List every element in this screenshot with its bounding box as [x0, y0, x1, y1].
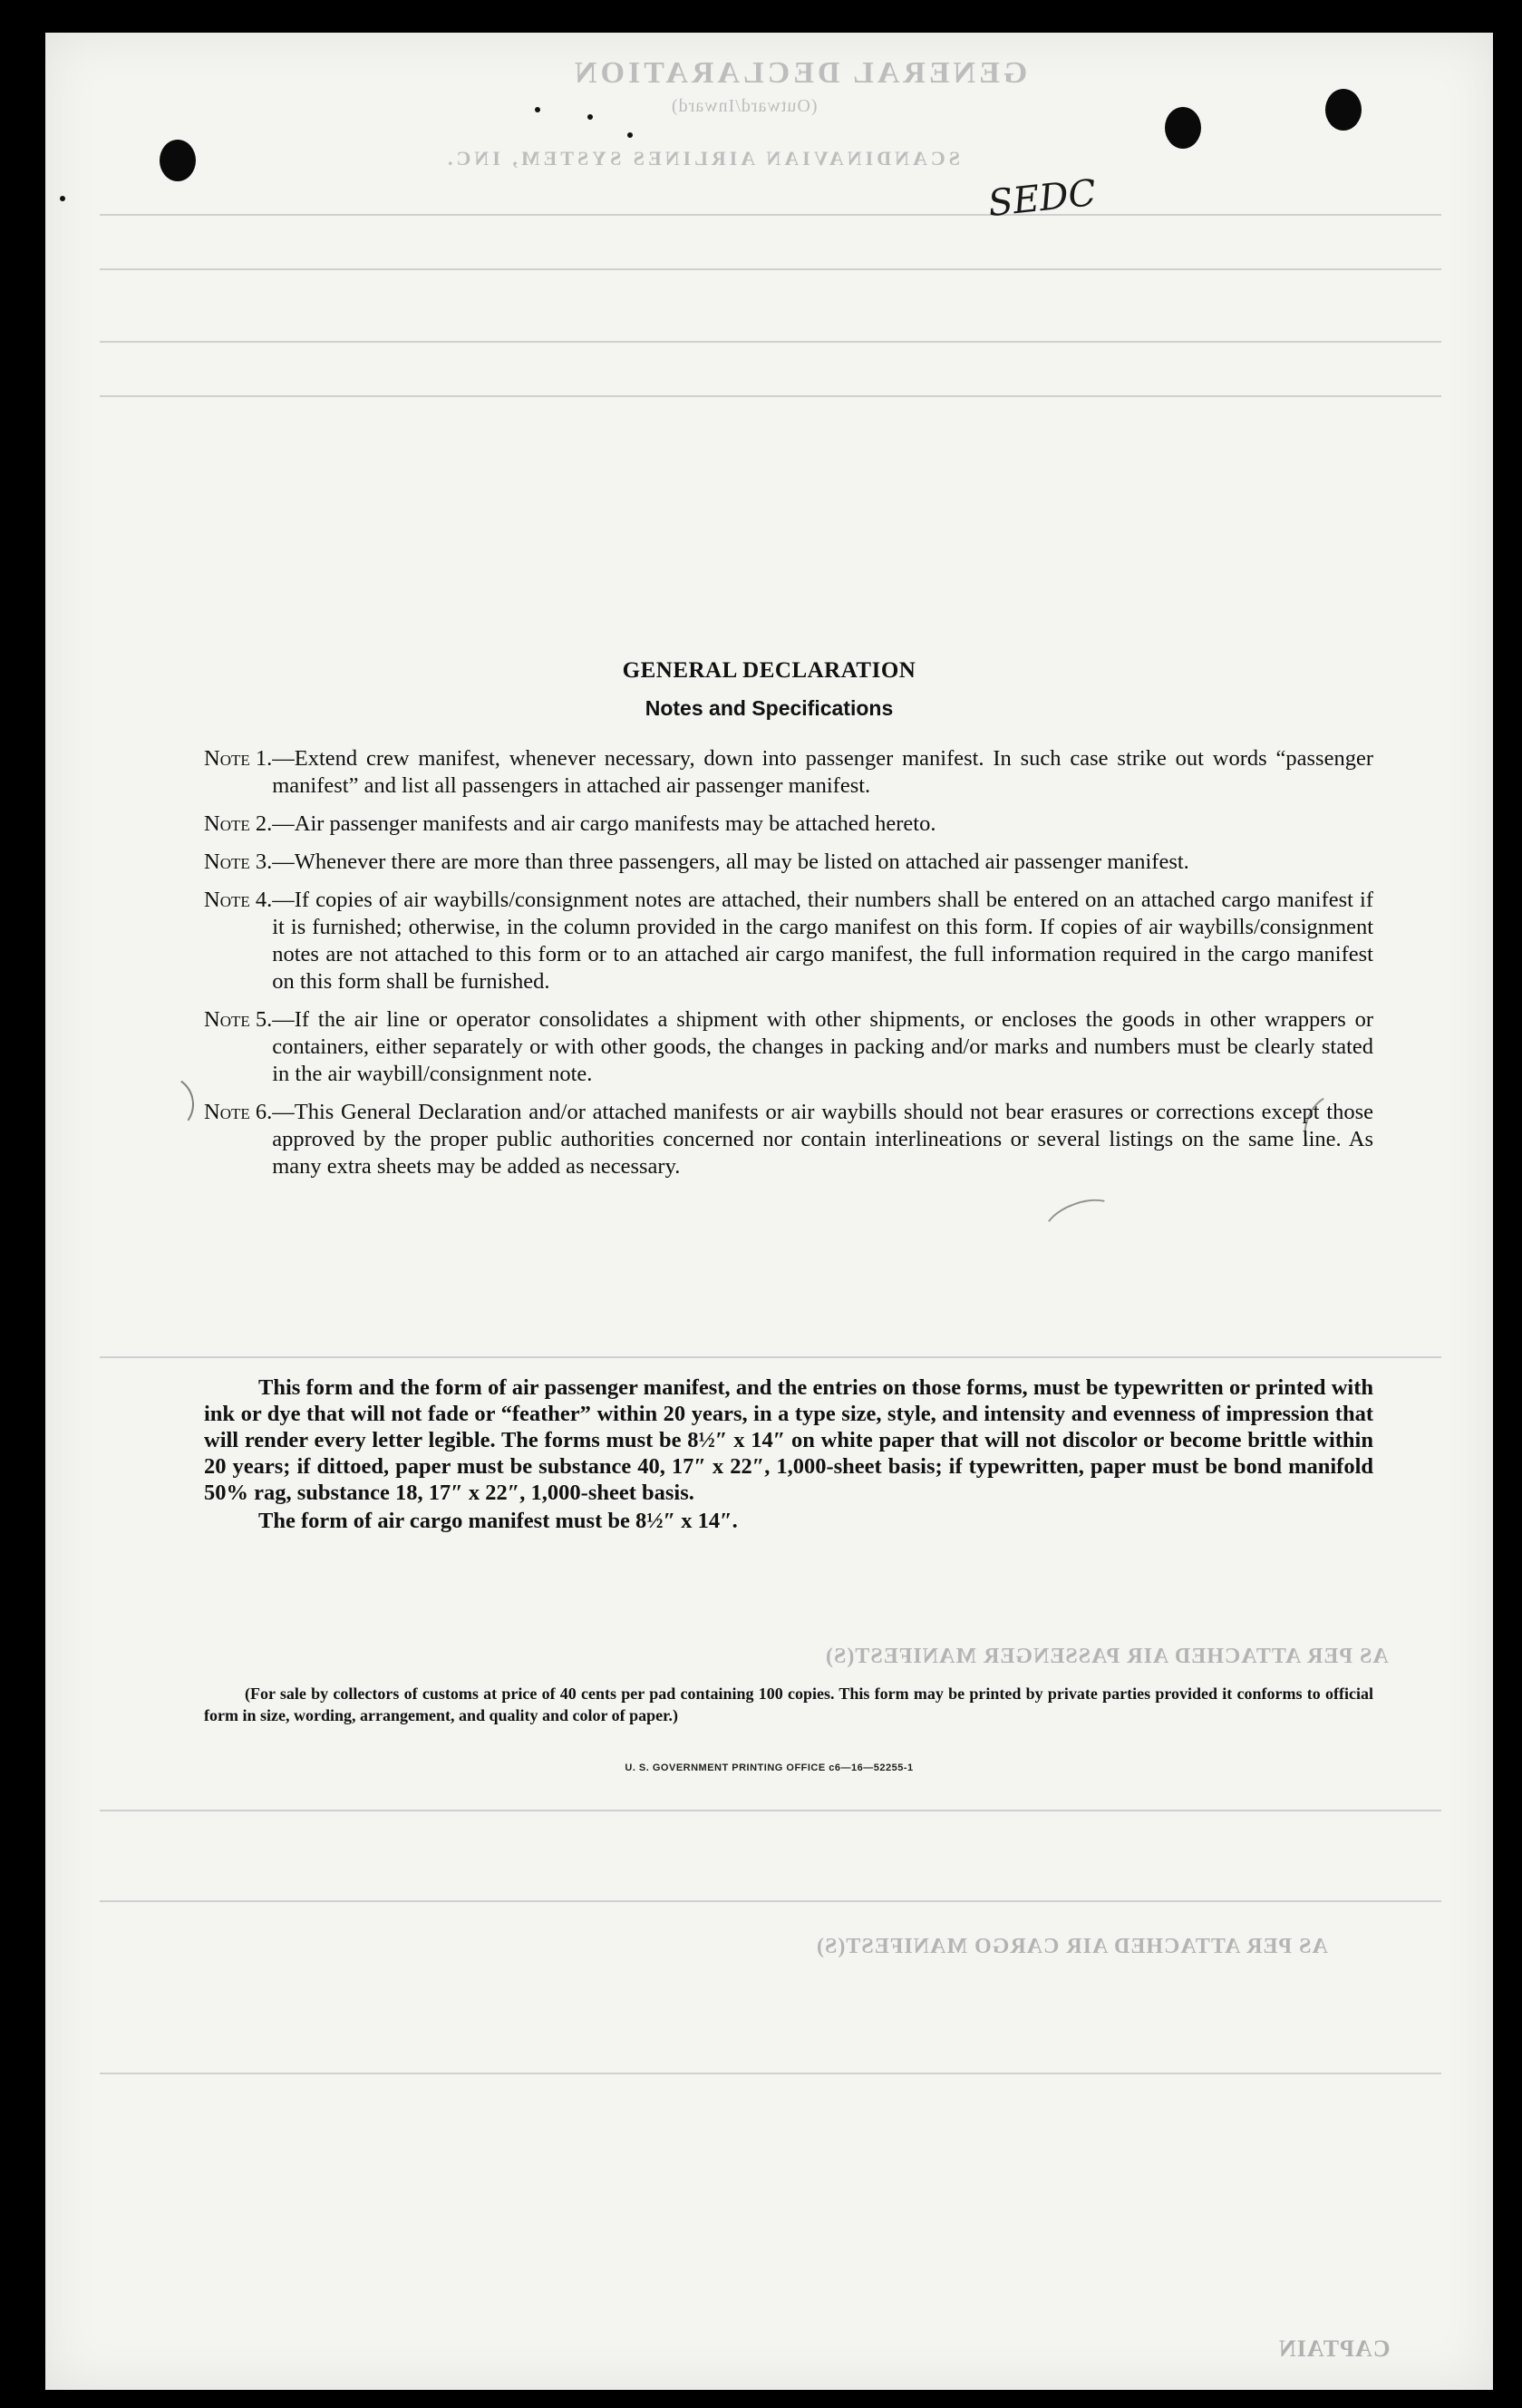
pencil-scribble: [131, 1071, 199, 1138]
show-through-rule: [100, 2073, 1441, 2074]
note-label: Note 5.: [204, 1007, 273, 1032]
note-label: Note 3.: [204, 850, 273, 874]
show-through-captain: CAPTAIN: [1278, 2335, 1391, 2362]
show-through-rule: [100, 214, 1441, 216]
note-text: —If copies of air waybills/consignment notes are attached, their numbers shall be entered on an attached cargo manifest if it is furnished; otherwise, in the column provided in the cargo manifest on this form. If copies of air waybills/consignment notes are not attached to this form or to an attached air cargo manifest, the full information required in the cargo manifest on this form shall be furnished.: [272, 888, 1373, 994]
ink-dot: [587, 114, 593, 120]
show-through-header-subtitle: (Outward/Inward): [671, 96, 818, 116]
punch-hole: [1165, 107, 1201, 149]
sale-notice: [204, 1683, 1373, 1726]
show-through-passenger-stamp: AS PER ATTACHED AIR PASSENGER MANIFEST(S): [825, 1645, 1389, 1668]
note-text: —Extend crew manifest, whenever necessary, down into passenger manifest. In such case strike out words “passenger manifest” and list all passengers in attached air passenger manifest.: [272, 746, 1373, 798]
note-item: [204, 811, 1373, 838]
note-item: [204, 745, 1373, 800]
show-through-rule: [100, 341, 1441, 343]
show-through-rule: [100, 268, 1441, 270]
note-label: Note 6.: [204, 1100, 273, 1124]
show-through-cargo-stamp: AS PER ATTACHED AIR CARGO MANIFEST(S): [816, 1935, 1328, 1958]
printer-line: U. S. GOVERNMENT PRINTING OFFICE c6—16—52255-1: [625, 1762, 914, 1773]
form-specification-paragraph: [204, 1374, 1373, 1534]
punch-hole: [1325, 89, 1362, 131]
note-text: —Whenever there are more than three passengers, all may be listed on attached air passenger manifest.: [272, 850, 1189, 874]
note-label: Note 2.: [204, 811, 273, 836]
handwritten-mark: SEDC: [985, 171, 1099, 226]
note-item: [204, 849, 1373, 876]
show-through-rule: [100, 1356, 1441, 1358]
note-text: —This General Declaration and/or attached manifests or air waybills should not bear erasures or corrections except those approved by the proper public authorities concerned nor contain interlineations or several listings on the same line. As many extra sheets may be added as necessary.: [272, 1100, 1373, 1179]
note-item: [204, 1099, 1373, 1180]
note-item: [204, 1006, 1373, 1088]
note-item: [204, 887, 1373, 995]
ink-dot: [627, 132, 633, 138]
ink-dot: [535, 107, 540, 112]
document-page: [45, 33, 1493, 2390]
show-through-rule: [100, 395, 1441, 397]
show-through-rule: [100, 1900, 1441, 1902]
sale-notice-text: (For sale by collectors of customs at price of 40 cents per pad containing 100 copies. This form may be printed by private parties provided it conforms to official form in size, wording, arrangement, and quality and color of paper.): [204, 1685, 1373, 1724]
cargo-manifest-size-text: The form of air cargo manifest must be 8½″ x 14″.: [258, 1509, 738, 1533]
show-through-rule: [100, 1810, 1441, 1811]
note-text: —If the air line or operator consolidates a shipment with other shipments, or encloses the goods in other wrappers or containers, either separately or with other goods, the changes in packing and/or marks and numbers must be clearly stated in the air waybill/consignment note.: [272, 1007, 1373, 1086]
show-through-header-title: GENERAL DECLARATION: [571, 56, 1028, 90]
ink-dot: [60, 196, 65, 201]
pencil-scribble: [1038, 1190, 1123, 1254]
show-through-airline: SCANDINAVIAN AIRLINES SYSTEM, INC.: [444, 147, 960, 170]
form-specification-text: This form and the form of air passenger manifest, and the entries on those forms, must be typewritten or printed with ink or dye that will not fade or “feather” within 20 years, in a type size, style, and intensity and evenness of impression that will render every letter legible. The forms must be 8½″ x 14″ on white paper that will not discolor or become brittle within 20 years; if dittoed, paper must be substance 40, 17″ x 22″, 1,000-sheet basis; if typewritten, paper must be bond manifold 50% rag, substance 18, 17″ x 22″, 1,000-sheet basis.: [204, 1375, 1373, 1505]
note-text: —Air passenger manifests and air cargo manifests may be attached hereto.: [272, 811, 936, 836]
note-label: Note 4.: [204, 888, 273, 912]
notes-list: [204, 745, 1373, 1191]
note-label: Note 1.: [204, 746, 273, 771]
punch-hole: [160, 140, 196, 181]
page-subtitle: Notes and Specifications: [645, 696, 894, 720]
page-title: GENERAL DECLARATION: [622, 658, 916, 683]
